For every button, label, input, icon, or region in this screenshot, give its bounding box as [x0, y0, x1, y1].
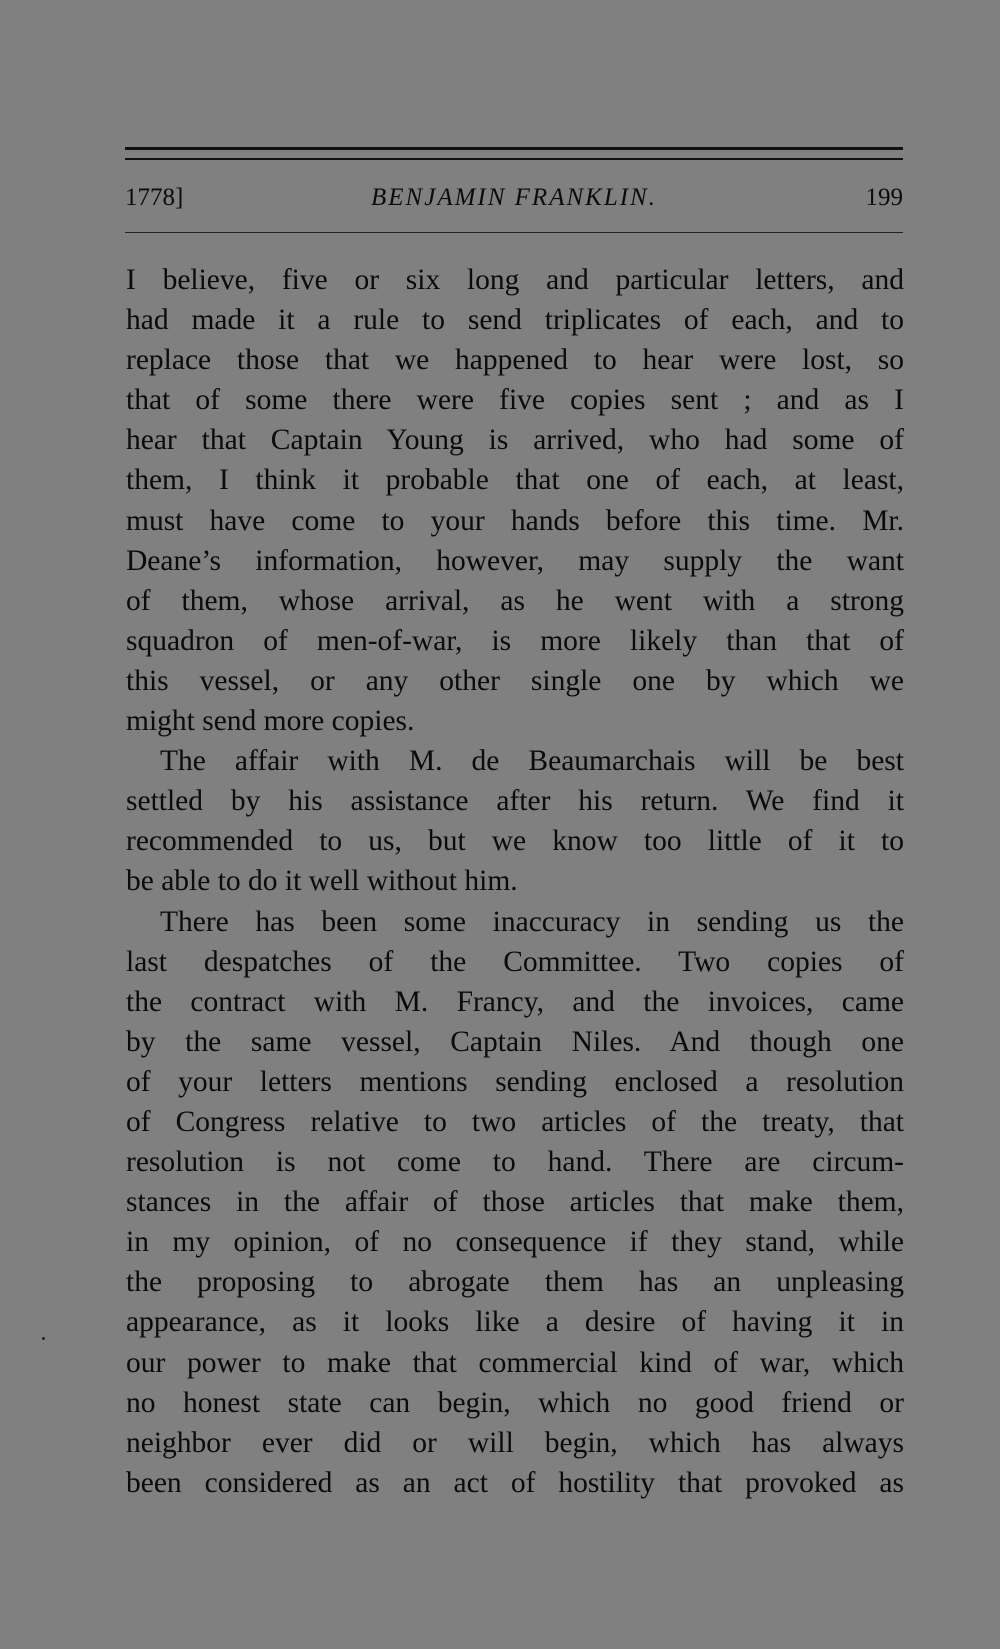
text-line: recommended to us, but we know too little of it to — [126, 825, 904, 858]
text-line: by the same vessel, Captain Niles. And though one — [126, 1025, 904, 1058]
text-line: Deane’s information, however, may supply the want — [126, 544, 904, 577]
text-line: the contract with M. Francy, and the invoices, came — [126, 985, 904, 1018]
text-line: I believe, five or six long and particular letters, and — [126, 264, 904, 296]
text-line: appearance, as it looks like a desire of having it in — [126, 1306, 904, 1339]
text-line: of your letters mentions sending enclosed a resolution — [126, 1065, 904, 1098]
text-line: settled by his assistance after his return. We find it — [126, 785, 904, 818]
text-line: had made it a rule to send triplicates of each, and to — [126, 304, 904, 337]
body-text — [126, 260, 904, 1503]
text-line: been considered as an act of hostility that provoked as — [126, 1466, 904, 1499]
text-line: There has been some inaccuracy in sending us the — [160, 905, 904, 938]
text-line: replace those that we happened to hear were lost, so — [126, 344, 904, 377]
header-year: 1778] — [125, 184, 184, 211]
header-underline — [125, 232, 903, 233]
text-line: resolution is not come to hand. There are circum- — [126, 1146, 904, 1179]
paragraph-3 — [126, 902, 904, 1503]
margin-speck — [42, 1337, 45, 1340]
text-line: must have come to your hands before this time. Mr. — [126, 504, 904, 537]
text-line: hear that Captain Young is arrived, who had some of — [126, 424, 904, 457]
header-title: BENJAMIN FRANKLIN. — [371, 184, 657, 211]
text-line: in my opinion, of no consequence if they stand, while — [126, 1226, 904, 1259]
text-line: neighbor ever did or will begin, which has always — [126, 1426, 904, 1459]
text-line: them, I think it probable that one of each, at least, — [126, 464, 904, 497]
text-line: this vessel, or any other single one by which we — [126, 664, 904, 697]
text-line: that of some there were five copies sent ; and as I — [126, 384, 904, 417]
text-line: stances in the affair of those articles that make them, — [126, 1186, 904, 1219]
text-line: squadron of men-of-war, is more likely than that of — [126, 624, 904, 657]
text-line: might send more copies. — [126, 705, 415, 738]
running-header — [125, 178, 903, 218]
page-number: 199 — [865, 184, 903, 211]
text-line: last despatches of the Committee. Two copies of — [126, 945, 904, 978]
paragraph-1 — [126, 260, 904, 741]
header-rule-top — [125, 147, 903, 150]
text-line: the proposing to abrogate them has an unpleasing — [126, 1266, 904, 1299]
text-line: be able to do it well without him. — [126, 865, 518, 898]
text-line: no honest state can begin, which no good friend or — [126, 1386, 904, 1419]
text-line: The affair with M. de Beaumarchais will be best — [160, 745, 904, 778]
header-rule-bottom — [125, 158, 903, 160]
paragraph-2 — [126, 741, 904, 901]
text-line: our power to make that commercial kind of war, which — [126, 1346, 904, 1379]
text-line: of Congress relative to two articles of the treaty, that — [126, 1105, 904, 1138]
text-line: of them, whose arrival, as he went with a strong — [126, 584, 904, 617]
